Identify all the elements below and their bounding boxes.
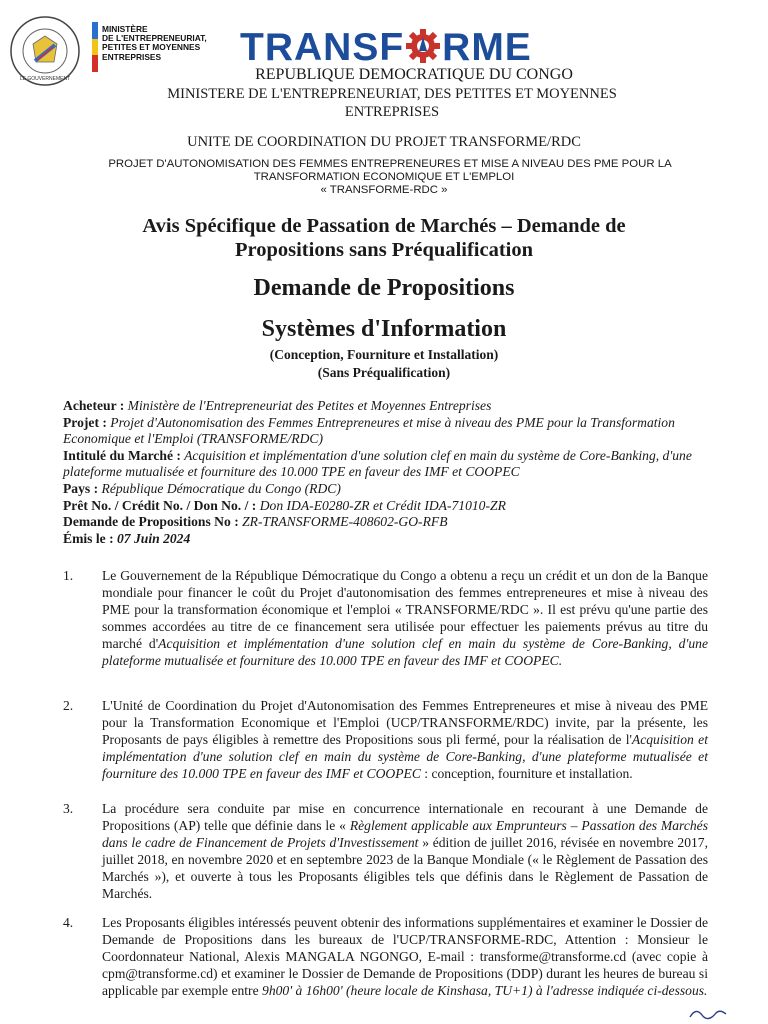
country-value: République Démocratique du Congo (RDC) — [98, 480, 341, 496]
notice-title — [0, 214, 768, 262]
brand-part2: RME — [442, 26, 532, 69]
ministry-line: MINISTÈRE — [102, 24, 148, 34]
paragraph-text-italic: Acquisition et implémentation d'une solution clef en main du système de Core-Banking, d'une plateforme mutualisée et fourniture des 10.000 TPE en faveur des IMF et COOPEC — [102, 732, 708, 781]
paragraph-text: L'Unité de Coordination du Projet d'Autonomisation des Femmes Entrepreneures et mise à niveau des PME pour la Transformation Economique et l'Emploi (UCP/TRANSFORME/RDC) invite, par la présente, les Proposants de pays éligibles à remettre des Propositions sous pli fermé, pour la réalisation de l' — [102, 698, 708, 747]
paragraph-text: La procédure sera conduite par mise en concurrence internationale en recourant à une Demande de Propositions (AP) telle que définie dans le « — [102, 801, 708, 833]
contract-title-row — [63, 448, 713, 481]
paragraph-number: 3. — [63, 801, 74, 816]
rfp-number-label: Demande de Propositions No : — [63, 514, 239, 530]
buyer-value: Ministère de l'Entrepreneuriat des Petites et Moyennes Entreprises — [124, 398, 492, 413]
request-title: Demande de Propositions — [253, 275, 515, 301]
issue-date-value: 07 Juin 2024 — [113, 530, 191, 546]
project-label: Projet : — [63, 414, 107, 430]
country-row — [63, 481, 713, 498]
contract-title-value: Acquisition et implémentation d'une solution clef en main du système de Core-Banking, d'une plateforme mutualisée et fourniture des 10.000 TPE en faveur des IMF et COOPEC — [63, 447, 692, 480]
buyer-label: Acheteur : — [63, 398, 125, 413]
paragraph-4 — [63, 914, 708, 999]
paragraph-text: : conception, fourniture et installation. — [420, 766, 633, 781]
procurement-details — [63, 398, 713, 547]
loan-row — [63, 498, 713, 515]
paragraph-text-italic: Acquisition et implémentation d'une solution clef en main du système de Core-Banking, d'une plateforme mutualisée et fourniture des 10.000 TPE en faveur des IMF et COOPEC. — [102, 636, 708, 668]
coordination-unit: UNITE DE COORDINATION DU PROJET TRANSFORME/RDC — [187, 134, 581, 150]
project-name-line2: TRANSFORMATION ECONOMIQUE ET L'EMPLOI — [253, 171, 515, 183]
project-name-line3: « TRANSFORME-RDC » — [320, 184, 448, 196]
ministry-logo-text — [102, 25, 242, 62]
paragraph-1 — [63, 567, 708, 669]
handwritten-mark-icon — [688, 1005, 728, 1021]
issue-date-label: Émis le : — [63, 530, 114, 546]
ministry-line: ENTREPRISES — [102, 51, 162, 62]
paragraph-text: Le Gouvernement de la République Démocratique du Congo a obtenu a reçu un crédit et un don de la Banque mondiale pour financer le coût du Projet d'autonomisation des femmes entrepreneures et mise à niveau des PME pour la transformation économique et l'emploi « TRANSFORME/RDC ». Il est prévu qu'une partie des sommes accordées au titre de ce financement sera utilisée pour effectuer les paiements prévus au titre du marché d' — [102, 568, 708, 651]
issue-date-row — [63, 531, 713, 548]
paragraph-2 — [63, 697, 708, 782]
flag-strip — [92, 22, 98, 72]
ministry-line: PETITES ET MOYENNES — [102, 42, 201, 53]
paragraph-text: » édition de juillet 2016, révisée en novembre 2017, juillet 2018, en novembre 2020 et en septembre 2023 de la Banque Mondiale (« le Règlement de Passation des Marchés »), et ouverte à tous les Proposants éligibles tels que définis dans le Règlement de Passation de Marchés. — [102, 835, 709, 901]
rfp-number-row — [63, 514, 713, 531]
loan-label: Prêt No. / Crédit No. / Don No. / : — [63, 497, 257, 513]
paragraph-text: Les Proposants éligibles intéressés peuvent obtenir des informations supplémentaires et examiner le Dossier de Demande de Propositions dans les bureaux de l'UCP/TRANSFORME-RDC, Attention : Monsieur le Coordonnateur National, Alexis MANGALA NGONGO, E-mail : transforme@transforme.cd (avec copie à cpm@transforme.cd) et examiner le Dossier de Demande de Propositions (DDP) durant les heures de bureau si applicable par exemple entre — [102, 915, 708, 998]
prequalification-note: (Sans Préqualification) — [317, 365, 451, 380]
subject-title: Systèmes d'Information — [261, 316, 507, 342]
paragraph-number: 1. — [63, 568, 74, 583]
rfp-number-value: ZR-TRANSFORME-408602-GO-RFB — [238, 514, 448, 530]
paragraph-text-italic: Règlement applicable aux Emprunteurs – Passation des Marchés dans le cadre de Financement de Projets d'Investissement — [102, 818, 708, 850]
paragraph-3 — [63, 800, 708, 902]
transforme-logo — [240, 28, 570, 68]
brand-part1: TRANSF — [240, 26, 405, 69]
ministry-name-line2: ENTREPRISES — [344, 104, 440, 120]
ministry-name-line1: MINISTERE DE L'ENTREPRENEURIAT, DES PETITES ET MOYENNES — [167, 86, 617, 102]
project-value: Projet d'Autonomisation des Femmes Entrepreneures et mise à niveau des PME pour la Transformation Economique et l'Emploi (TRANSFORME/RDC) — [63, 414, 675, 447]
paragraph-text-italic: 9h00' à 16h00' (heure locale de Kinshasa, TU+1) à l'adresse indiquée ci-dessous. — [262, 983, 708, 998]
gear-icon — [405, 28, 441, 64]
paragraph-number: 4. — [63, 915, 74, 930]
paragraph-number: 2. — [63, 698, 74, 713]
project-name-line1: PROJET D'AUTONOMISATION DES FEMMES ENTREPRENEURES ET MISE A NIVEAU DES PME POUR LA — [108, 158, 672, 170]
buyer-row — [63, 398, 713, 415]
contract-title-label: Intitulé du Marché : — [63, 447, 181, 463]
notice-title-line1: Avis Spécifique de Passation de Marchés – Demande de — [142, 215, 626, 237]
loan-value: Don IDA-E0280-ZR et Crédit IDA-71010-ZR — [256, 497, 506, 513]
notice-title-line2: Propositions sans Préqualification — [234, 239, 534, 261]
country-label: Pays : — [63, 480, 99, 496]
ministry-line: DE L'ENTREPRENEURIAT, — [102, 33, 207, 44]
subject-subtitle: (Conception, Fourniture et Installation) — [269, 347, 499, 362]
country-name: REPUBLIQUE DEMOCRATIQUE DU CONGO — [255, 66, 573, 83]
project-row — [63, 415, 713, 448]
seal-text: LE GOUVERNEMENT — [19, 76, 71, 82]
